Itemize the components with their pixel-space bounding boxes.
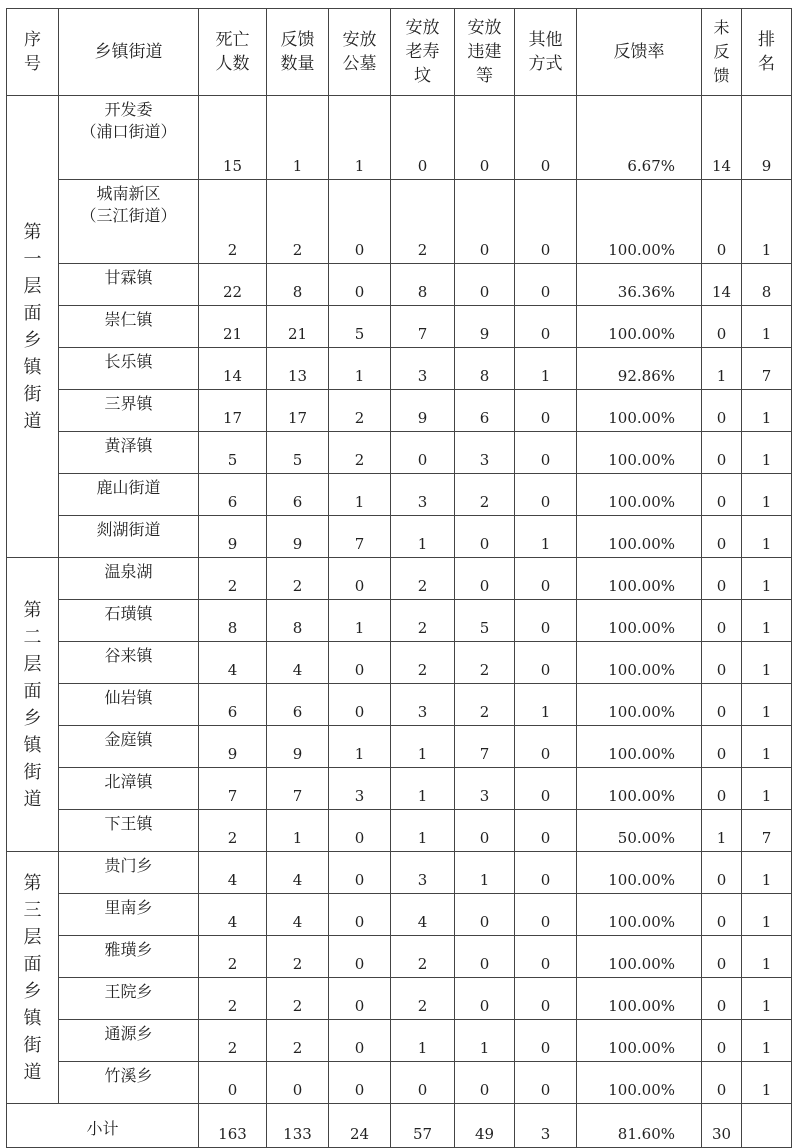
cell-old-tomb: 4 — [391, 894, 455, 936]
cell-rank: 1 — [742, 1020, 792, 1062]
cell-no-feedback: 14 — [702, 264, 742, 306]
cell-no-feedback: 0 — [702, 726, 742, 768]
cell-feedback: 7 — [267, 768, 329, 810]
cell-deaths: 9 — [199, 516, 267, 558]
cell-rate: 100.00% — [577, 768, 702, 810]
cell-cemetery: 5 — [329, 306, 391, 348]
cell-rate: 100.00% — [577, 558, 702, 600]
cell-deaths: 2 — [199, 936, 267, 978]
table-row — [7, 810, 792, 852]
cell-old-tomb: 0 — [391, 432, 455, 474]
cell-old-tomb: 1 — [391, 1020, 455, 1062]
cell-illegal: 0 — [455, 936, 515, 978]
cell-deaths: 5 — [199, 432, 267, 474]
cell-rank: 1 — [742, 978, 792, 1020]
total-no-feedback: 30 — [702, 1104, 742, 1148]
total-rate: 81.60% — [577, 1104, 702, 1148]
table-row — [7, 978, 792, 1020]
cell-cemetery: 0 — [329, 180, 391, 264]
cell-other: 0 — [515, 432, 577, 474]
cell-no-feedback: 0 — [702, 390, 742, 432]
total-label: 小计 — [7, 1104, 199, 1148]
cell-feedback: 6 — [267, 474, 329, 516]
cell-old-tomb: 1 — [391, 810, 455, 852]
group-label: 第 二 层 面 乡 镇 街 道 — [7, 558, 59, 852]
cell-no-feedback: 0 — [702, 642, 742, 684]
cell-rank: 1 — [742, 726, 792, 768]
header-feedback: 反馈 数量 — [267, 9, 329, 96]
cell-no-feedback: 0 — [702, 600, 742, 642]
table-row — [7, 180, 792, 264]
table-row — [7, 726, 792, 768]
cell-illegal: 0 — [455, 516, 515, 558]
table-row — [7, 1062, 792, 1104]
town-name: 长乐镇 — [59, 348, 199, 390]
cell-deaths: 15 — [199, 96, 267, 180]
town-name: 里南乡 — [59, 894, 199, 936]
town-name: 剡湖街道 — [59, 516, 199, 558]
table-row — [7, 642, 792, 684]
cell-deaths: 6 — [199, 474, 267, 516]
cell-other: 0 — [515, 1020, 577, 1062]
cell-rate: 100.00% — [577, 852, 702, 894]
cell-deaths: 17 — [199, 390, 267, 432]
cell-deaths: 21 — [199, 306, 267, 348]
cell-illegal: 0 — [455, 96, 515, 180]
header-other: 其他 方式 — [515, 9, 577, 96]
table-row — [7, 516, 792, 558]
cell-other: 0 — [515, 390, 577, 432]
cell-rank: 1 — [742, 600, 792, 642]
cell-feedback: 8 — [267, 264, 329, 306]
table-row — [7, 936, 792, 978]
cell-feedback: 2 — [267, 558, 329, 600]
cell-deaths: 2 — [199, 1020, 267, 1062]
cell-deaths: 2 — [199, 978, 267, 1020]
table-row — [7, 306, 792, 348]
town-name: 城南新区 （三江街道） — [59, 180, 199, 264]
cell-no-feedback: 0 — [702, 894, 742, 936]
cell-illegal: 8 — [455, 348, 515, 390]
cell-deaths: 8 — [199, 600, 267, 642]
cell-cemetery: 0 — [329, 936, 391, 978]
cell-other: 0 — [515, 306, 577, 348]
table-row — [7, 390, 792, 432]
cell-rate: 100.00% — [577, 474, 702, 516]
cell-cemetery: 3 — [329, 768, 391, 810]
cell-illegal: 9 — [455, 306, 515, 348]
cell-illegal: 0 — [455, 810, 515, 852]
cell-other: 0 — [515, 1062, 577, 1104]
town-name: 鹿山街道 — [59, 474, 199, 516]
cell-rank: 9 — [742, 96, 792, 180]
cell-illegal: 2 — [455, 642, 515, 684]
cell-cemetery: 1 — [329, 726, 391, 768]
cell-old-tomb: 3 — [391, 348, 455, 390]
cell-other: 0 — [515, 852, 577, 894]
cell-no-feedback: 0 — [702, 1020, 742, 1062]
table-row — [7, 432, 792, 474]
cell-old-tomb: 7 — [391, 306, 455, 348]
cell-no-feedback: 0 — [702, 1062, 742, 1104]
town-name: 雅璜乡 — [59, 936, 199, 978]
table-row — [7, 894, 792, 936]
cell-rate: 100.00% — [577, 306, 702, 348]
town-name: 王院乡 — [59, 978, 199, 1020]
town-name: 黄泽镇 — [59, 432, 199, 474]
total-other: 3 — [515, 1104, 577, 1148]
cell-cemetery: 1 — [329, 348, 391, 390]
cell-no-feedback: 0 — [702, 306, 742, 348]
cell-illegal: 3 — [455, 432, 515, 474]
cell-feedback: 4 — [267, 642, 329, 684]
header-old-tomb: 安放 老寿 坟 — [391, 9, 455, 96]
town-name: 通源乡 — [59, 1020, 199, 1062]
cell-illegal: 3 — [455, 768, 515, 810]
table-row — [7, 1020, 792, 1062]
cell-feedback: 8 — [267, 600, 329, 642]
cell-cemetery: 0 — [329, 1020, 391, 1062]
cell-no-feedback: 0 — [702, 684, 742, 726]
town-name: 崇仁镇 — [59, 306, 199, 348]
table-row — [7, 852, 792, 894]
cell-rate: 100.00% — [577, 936, 702, 978]
total-rank — [742, 1104, 792, 1148]
total-old-tomb: 57 — [391, 1104, 455, 1148]
town-name: 仙岩镇 — [59, 684, 199, 726]
cell-no-feedback: 0 — [702, 852, 742, 894]
cell-feedback: 2 — [267, 978, 329, 1020]
cell-other: 0 — [515, 768, 577, 810]
header-seq: 序 号 — [7, 9, 59, 96]
cell-deaths: 6 — [199, 684, 267, 726]
town-name: 竹溪乡 — [59, 1062, 199, 1104]
cell-other: 0 — [515, 96, 577, 180]
table-row — [7, 768, 792, 810]
cell-no-feedback: 0 — [702, 978, 742, 1020]
cell-feedback: 13 — [267, 348, 329, 390]
feedback-statistics-table — [6, 8, 792, 1148]
cell-no-feedback: 0 — [702, 768, 742, 810]
cell-rank: 8 — [742, 264, 792, 306]
total-row — [7, 1104, 792, 1148]
cell-rank: 1 — [742, 516, 792, 558]
header-rate: 反馈率 — [577, 9, 702, 96]
cell-illegal: 5 — [455, 600, 515, 642]
cell-feedback: 17 — [267, 390, 329, 432]
cell-deaths: 9 — [199, 726, 267, 768]
cell-old-tomb: 0 — [391, 96, 455, 180]
cell-rate: 100.00% — [577, 390, 702, 432]
cell-deaths: 2 — [199, 810, 267, 852]
table-row — [7, 348, 792, 390]
cell-rate: 100.00% — [577, 642, 702, 684]
cell-deaths: 2 — [199, 180, 267, 264]
header-cemetery: 安放 公墓 — [329, 9, 391, 96]
cell-rank: 1 — [742, 642, 792, 684]
town-name: 开发委 （浦口街道） — [59, 96, 199, 180]
cell-other: 0 — [515, 264, 577, 306]
cell-rate: 100.00% — [577, 516, 702, 558]
cell-feedback: 1 — [267, 96, 329, 180]
cell-rate: 100.00% — [577, 432, 702, 474]
town-name: 温泉湖 — [59, 558, 199, 600]
cell-no-feedback: 0 — [702, 516, 742, 558]
cell-cemetery: 0 — [329, 264, 391, 306]
cell-illegal: 0 — [455, 978, 515, 1020]
cell-old-tomb: 2 — [391, 180, 455, 264]
cell-rank: 1 — [742, 684, 792, 726]
cell-feedback: 2 — [267, 1020, 329, 1062]
cell-old-tomb: 3 — [391, 684, 455, 726]
town-name: 三界镇 — [59, 390, 199, 432]
cell-feedback: 21 — [267, 306, 329, 348]
cell-rate: 100.00% — [577, 894, 702, 936]
cell-rate: 50.00% — [577, 810, 702, 852]
cell-deaths: 4 — [199, 852, 267, 894]
cell-cemetery: 2 — [329, 432, 391, 474]
cell-cemetery: 0 — [329, 558, 391, 600]
total-illegal: 49 — [455, 1104, 515, 1148]
cell-rank: 1 — [742, 768, 792, 810]
cell-other: 0 — [515, 978, 577, 1020]
cell-old-tomb: 8 — [391, 264, 455, 306]
cell-rank: 1 — [742, 390, 792, 432]
cell-other: 0 — [515, 558, 577, 600]
cell-other: 0 — [515, 180, 577, 264]
table-row — [7, 684, 792, 726]
cell-deaths: 22 — [199, 264, 267, 306]
cell-deaths: 7 — [199, 768, 267, 810]
cell-deaths: 0 — [199, 1062, 267, 1104]
town-name: 金庭镇 — [59, 726, 199, 768]
cell-cemetery: 0 — [329, 642, 391, 684]
group-label: 第 一 层 面 乡 镇 街 道 — [7, 96, 59, 558]
cell-no-feedback: 0 — [702, 558, 742, 600]
total-cemetery: 24 — [329, 1104, 391, 1148]
cell-cemetery: 2 — [329, 390, 391, 432]
cell-illegal: 1 — [455, 1020, 515, 1062]
town-name: 谷来镇 — [59, 642, 199, 684]
cell-deaths: 2 — [199, 558, 267, 600]
cell-no-feedback: 1 — [702, 810, 742, 852]
cell-rate: 100.00% — [577, 1062, 702, 1104]
cell-feedback: 2 — [267, 180, 329, 264]
town-name: 石璜镇 — [59, 600, 199, 642]
cell-cemetery: 0 — [329, 1062, 391, 1104]
cell-cemetery: 0 — [329, 684, 391, 726]
cell-old-tomb: 2 — [391, 642, 455, 684]
cell-other: 0 — [515, 474, 577, 516]
total-feedback: 133 — [267, 1104, 329, 1148]
cell-old-tomb: 2 — [391, 978, 455, 1020]
table-row — [7, 264, 792, 306]
cell-old-tomb: 3 — [391, 474, 455, 516]
cell-no-feedback: 1 — [702, 348, 742, 390]
cell-cemetery: 0 — [329, 852, 391, 894]
town-name: 贵门乡 — [59, 852, 199, 894]
cell-rank: 1 — [742, 474, 792, 516]
cell-rank: 1 — [742, 558, 792, 600]
cell-no-feedback: 0 — [702, 180, 742, 264]
cell-rank: 1 — [742, 852, 792, 894]
cell-rate: 100.00% — [577, 726, 702, 768]
cell-cemetery: 0 — [329, 810, 391, 852]
cell-rate: 100.00% — [577, 978, 702, 1020]
table-row — [7, 474, 792, 516]
cell-old-tomb: 1 — [391, 768, 455, 810]
cell-rank: 7 — [742, 348, 792, 390]
cell-deaths: 14 — [199, 348, 267, 390]
cell-illegal: 0 — [455, 894, 515, 936]
header-deaths: 死亡 人数 — [199, 9, 267, 96]
cell-illegal: 0 — [455, 558, 515, 600]
cell-other: 0 — [515, 936, 577, 978]
cell-other: 1 — [515, 516, 577, 558]
cell-cemetery: 1 — [329, 96, 391, 180]
cell-other: 0 — [515, 642, 577, 684]
cell-illegal: 2 — [455, 474, 515, 516]
table-body — [7, 96, 792, 1148]
total-deaths: 163 — [199, 1104, 267, 1148]
cell-rate: 100.00% — [577, 600, 702, 642]
cell-other: 1 — [515, 684, 577, 726]
cell-illegal: 2 — [455, 684, 515, 726]
cell-no-feedback: 0 — [702, 936, 742, 978]
cell-rank: 1 — [742, 936, 792, 978]
header-no-feedback: 未 反 馈 — [702, 9, 742, 96]
town-name: 甘霖镇 — [59, 264, 199, 306]
header-rank: 排 名 — [742, 9, 792, 96]
cell-feedback: 4 — [267, 852, 329, 894]
town-name: 北漳镇 — [59, 768, 199, 810]
cell-old-tomb: 3 — [391, 852, 455, 894]
cell-no-feedback: 0 — [702, 474, 742, 516]
cell-feedback: 9 — [267, 516, 329, 558]
cell-cemetery: 0 — [329, 978, 391, 1020]
cell-no-feedback: 14 — [702, 96, 742, 180]
cell-illegal: 0 — [455, 180, 515, 264]
cell-illegal: 7 — [455, 726, 515, 768]
cell-feedback: 9 — [267, 726, 329, 768]
town-name: 下王镇 — [59, 810, 199, 852]
cell-old-tomb: 1 — [391, 516, 455, 558]
header-illegal: 安放 违建 等 — [455, 9, 515, 96]
cell-other: 1 — [515, 348, 577, 390]
cell-other: 0 — [515, 600, 577, 642]
cell-old-tomb: 2 — [391, 936, 455, 978]
cell-cemetery: 7 — [329, 516, 391, 558]
cell-rate: 100.00% — [577, 180, 702, 264]
cell-rank: 1 — [742, 1062, 792, 1104]
cell-old-tomb: 2 — [391, 558, 455, 600]
cell-rate: 100.00% — [577, 1020, 702, 1062]
cell-rate: 92.86% — [577, 348, 702, 390]
cell-rank: 7 — [742, 810, 792, 852]
cell-rank: 1 — [742, 306, 792, 348]
cell-illegal: 0 — [455, 264, 515, 306]
table-row — [7, 96, 792, 180]
cell-feedback: 1 — [267, 810, 329, 852]
group-label: 第 三 层 面 乡 镇 街 道 — [7, 852, 59, 1104]
cell-old-tomb: 9 — [391, 390, 455, 432]
cell-feedback: 6 — [267, 684, 329, 726]
cell-feedback: 0 — [267, 1062, 329, 1104]
cell-illegal: 1 — [455, 852, 515, 894]
cell-old-tomb: 0 — [391, 1062, 455, 1104]
cell-illegal: 0 — [455, 1062, 515, 1104]
cell-rank: 1 — [742, 180, 792, 264]
cell-cemetery: 1 — [329, 600, 391, 642]
cell-rank: 1 — [742, 894, 792, 936]
header-town: 乡镇街道 — [59, 9, 199, 96]
cell-other: 0 — [515, 894, 577, 936]
cell-deaths: 4 — [199, 642, 267, 684]
cell-old-tomb: 1 — [391, 726, 455, 768]
cell-rate: 100.00% — [577, 684, 702, 726]
cell-other: 0 — [515, 810, 577, 852]
cell-illegal: 6 — [455, 390, 515, 432]
cell-old-tomb: 2 — [391, 600, 455, 642]
cell-feedback: 5 — [267, 432, 329, 474]
cell-cemetery: 1 — [329, 474, 391, 516]
cell-no-feedback: 0 — [702, 432, 742, 474]
cell-feedback: 4 — [267, 894, 329, 936]
cell-rank: 1 — [742, 432, 792, 474]
cell-deaths: 4 — [199, 894, 267, 936]
cell-cemetery: 0 — [329, 894, 391, 936]
header-row — [7, 9, 792, 96]
cell-rate: 36.36% — [577, 264, 702, 306]
cell-rate: 6.67% — [577, 96, 702, 180]
cell-feedback: 2 — [267, 936, 329, 978]
table-row — [7, 558, 792, 600]
cell-other: 0 — [515, 726, 577, 768]
table-row — [7, 600, 792, 642]
